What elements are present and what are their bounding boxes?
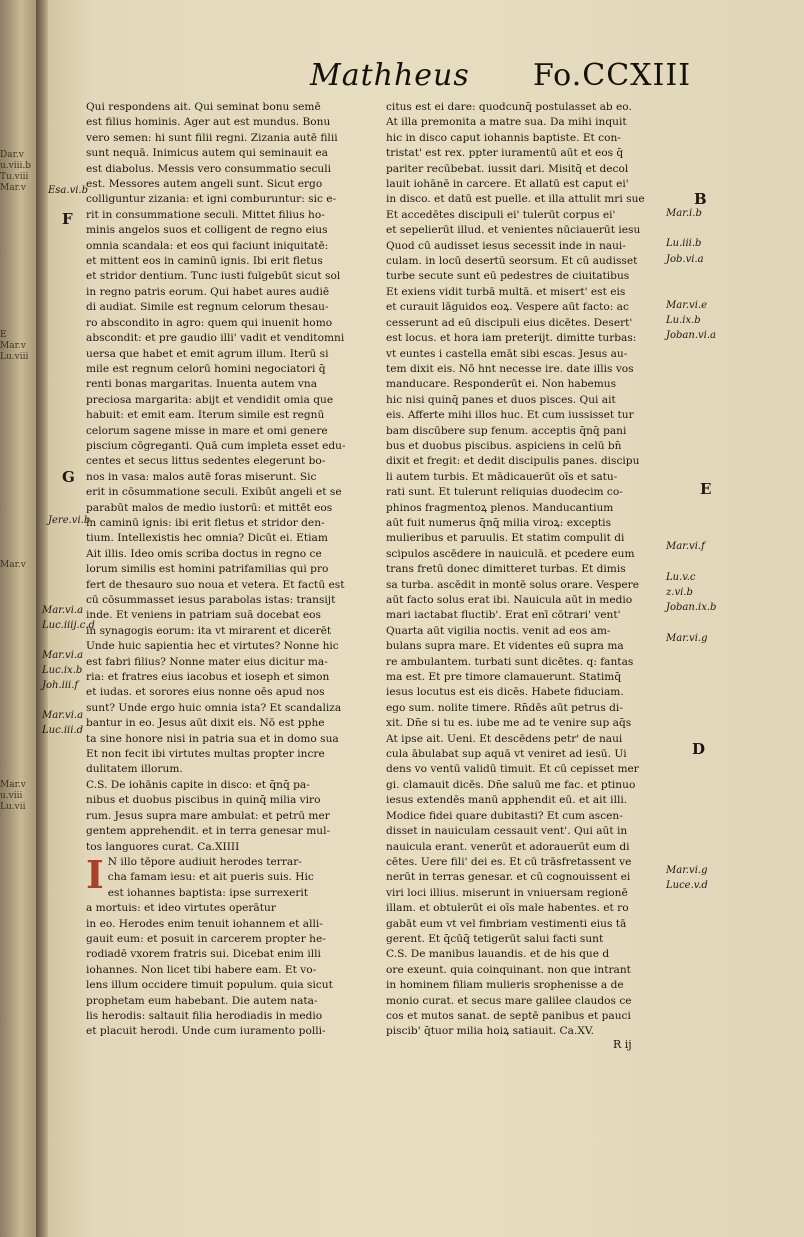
text-line: colliguntur zizania: et igni comburuntur: sic e- — [86, 193, 337, 206]
text-line: At ipse ait. Ueni. Et descēdens petr' de naui — [386, 732, 623, 745]
facing-page-fragment: Dar.v u.viii.b Tu.viii Mar.v — [0, 150, 31, 193]
text-line: Quod cū audisset iesus secessit inde in naui- — [386, 239, 626, 252]
text-line: gabāt eum vt vel fimbriam vestimenti eius tā — [386, 917, 627, 930]
text-line: prophetam eum habebant. Die autem nata- — [86, 994, 318, 1007]
text-line: bulans supra mare. Et videntes eū supra ma — [386, 640, 624, 653]
text-line: et iudas. et sorores eius nonne oēs apud nos — [86, 686, 325, 699]
text-line: rati sunt. Et tulerunt reliquias duodecim co- — [386, 486, 623, 499]
text-line: rit in consummatione seculi. Mittet filius ho- — [86, 208, 325, 221]
margin-note: Mar.vi.e — [666, 300, 708, 311]
text-line: tium. Intellexistis hec omnia? Dicūt ei. Etiam — [86, 532, 328, 545]
text-line: Unde huic sapientia hec et virtutes? Nonne hic — [86, 640, 339, 653]
text-line: lens illum occidere timuit populum. quia sicut — [86, 979, 333, 992]
text-line: disset in nauiculam cessauit vent'. Qui aūt in — [386, 825, 628, 838]
text-line: trans fretū donec dimitteret turbas. Et dimis — [386, 563, 626, 576]
text-column-right — [386, 100, 671, 1040]
text-line: scipulos ascēdere in nauiculā. et pcedere eum — [386, 547, 635, 560]
text-line: vero semen: hi sunt filii regni. Zizania autē filii — [86, 131, 338, 144]
text-line: iesus locutus est eis dicēs. Habete fiduciam. — [386, 686, 624, 699]
text-line: erit in cōsummatione seculi. Exibūt angeli et se — [86, 486, 342, 499]
text-line: hic nisi quinq̄ panes et duos pisces. Qui ait — [386, 393, 616, 406]
book-page — [42, 0, 804, 1237]
margin-note: Luce.v.d — [666, 880, 708, 891]
text-line: bus et duobus piscibus. aspiciens in celū bn̄ — [386, 439, 622, 452]
margin-note: Jere.vi.b — [48, 515, 91, 526]
text-line: ta sine honore nisi in patria sua et in domo sua — [86, 732, 339, 745]
text-line: piscium cōgreganti. Quā cum impleta esset edu- — [86, 439, 346, 452]
text-line: lauit iohānē in carcere. Et allatū est caput ei' — [386, 178, 629, 191]
text-line: est locus. et hora iam preterijt. dimitte turbas: — [386, 332, 637, 345]
text-line: in synagogis eorum: ita vt mirarent et dicerēt — [86, 624, 332, 637]
text-line: in eo. Herodes enim tenuit iohannem et alli- — [86, 917, 323, 930]
text-line: di audiat. Simile est regnum celorum thesau- — [86, 301, 329, 314]
text-line: renti bonas margaritas. Inuenta autem vna — [86, 378, 318, 391]
text-line: et stridor dentium. Tunc iusti fulgebūt sicut sol — [86, 270, 341, 283]
text-line: bam discūbere sup fenum. acceptis q̄nq̄ pani — [386, 424, 627, 437]
text-line: bantur in eo. Jesus aūt dixit eis. Nō est pphe — [86, 717, 325, 730]
text-line: abscondit: et pre gaudio illi' vadit et venditomni — [86, 332, 345, 345]
margin-letter: E — [700, 480, 712, 498]
text-line: piscib' q̄tuor milia hoiꝝ satiauit. Ca.XV. — [386, 1025, 595, 1038]
text-line: illam. et obtulerūt ei oīs male habentes. et ro — [386, 902, 629, 915]
text-line: uersa que habet et emit agrum illum. Iterū si — [86, 347, 329, 360]
margin-note: Mar.vi.f — [666, 541, 705, 552]
margin-note: Joh.iii.f — [42, 680, 79, 691]
text-line: inde. Et veniens in patriam suā docebat eos — [86, 609, 321, 622]
margin-note: Luc.iiij.c.d — [42, 620, 95, 631]
text-line: mari iactabat fluctib'. Erat enī cōtrari' vent' — [386, 609, 621, 622]
text-line: sa turba. ascēdit in montē solus orare. Vespere — [386, 578, 639, 591]
text-line: Et exiens vidit turbā multā. et misert' est eis — [386, 285, 626, 298]
text-line: tos languores curat. Ca.XIIII — [86, 840, 240, 853]
text-line: tristat' est rex. ppter iuramentū aūt et eos q̄ — [386, 147, 624, 160]
text-line: minis angelos suos et colligent de regno eius — [86, 224, 328, 237]
facing-page-edge — [0, 0, 38, 1237]
signature-mark: R ij — [613, 1038, 632, 1051]
illuminated-initial: I — [86, 851, 104, 897]
text-line: habuit: et emit eam. Iterum simile est regnū — [86, 409, 325, 422]
text-line: Modice fidei quare dubitasti? Et cum ascen- — [386, 809, 623, 822]
margin-note: Luc.iii.d — [42, 725, 84, 736]
margin-letter: B — [694, 190, 707, 208]
text-line: viri loci illius. miserunt in vniuersam regionē — [386, 886, 628, 899]
text-line: ria: et fratres eius iacobus et ioseph et simon — [86, 671, 330, 684]
text-line: sunt nequā. Inimicus autem qui seminauit ea — [86, 147, 328, 160]
folio-number: Fo.CCXIII — [533, 58, 692, 93]
text-line: gi. clamauit dicēs. Dn̄e saluū me fac. et ptinuo — [386, 778, 636, 791]
margin-note: Mar.vi.a — [42, 710, 84, 721]
text-line: rodiadē vxorem fratris sui. Dicebat enim illi — [86, 948, 321, 961]
text-line: ma est. Et pre timore clamauerunt. Statimq̄ — [386, 671, 622, 684]
text-line: et curauit lāguidos eoꝝ. Vespere aūt facto: ac — [386, 301, 629, 314]
text-line: xit. Dn̄e si tu es. iube me ad te venire sup aq̄s — [386, 717, 632, 730]
facing-page-fragment: Mar.v — [0, 560, 26, 570]
text-line: iohannes. Non licet tibi habere eam. Et vo- — [86, 963, 317, 976]
margin-note: Luc.ix.b — [42, 665, 83, 676]
text-line: cula ābulabat sup aquā vt veniret ad iesū. Ui — [386, 748, 627, 761]
text-line: gerent. Et q̄cūq̄ tetigerūt salui facti sunt — [386, 932, 604, 945]
text-line: dens vo ventū validū timuit. Et cū cepisset mer — [386, 763, 639, 776]
facing-page-fragment: Mar.v u.viii Lu.vii — [0, 780, 26, 812]
text-line: C.S. De iohānis capite in disco: et q̄nq̄ pa- — [86, 778, 310, 791]
text-line: omnia scandala: et eos qui faciunt iniquitatē: — [86, 239, 329, 252]
text-line: mile est regnum celorū homini negociatori q̄ — [86, 362, 326, 375]
text-line: et placuit herodi. Unde cum iuramento polli- — [86, 1025, 326, 1038]
margin-letter: G — [62, 468, 75, 486]
text-line: in hominem filiam mulieris srophenisse a de — [386, 979, 624, 992]
text-line: pariter recūbebat. iussit dari. Misitq̄ et decol — [386, 162, 629, 175]
text-line: nibus et duobus piscibus in quinq̄ milia viro — [86, 794, 321, 807]
text-line: preciosa margarita: abijt et vendidit omia que — [86, 393, 334, 406]
text-line: At illa premonita a matre sua. Da mihi inquit — [386, 116, 627, 129]
text-line: est filius hominis. Ager aut est mundus. Bonu — [86, 116, 331, 129]
text-line: cos et mutos sanat. de septē panibus et pauci — [386, 1009, 631, 1022]
text-line: Ait illis. Ideo omis scriba doctus in regno ce — [86, 547, 322, 560]
text-line: fert de thesauro suo noua et vetera. Et factū est — [86, 578, 345, 591]
text-line: ore exeunt. quia coinquinant. non que intrant — [386, 963, 631, 976]
text-line: dulitatem illorum. — [86, 763, 183, 776]
margin-note: Joban.vi.a — [666, 330, 716, 341]
text-line: Quarta aūt vigilia noctis. venit ad eos am- — [386, 624, 611, 637]
text-line: dixit et fregit: et dedit discipulis panes. discipu — [386, 455, 640, 468]
margin-note: Lu.ix.b — [666, 315, 701, 326]
text-line: aūt facto solus erat ibi. Nauicula aūt in medio — [386, 594, 633, 606]
margin-note: Lu.iii.b — [666, 238, 702, 249]
text-line: li autem turbis. Et mādicauerūt oīs et satu- — [386, 470, 618, 483]
text-line: parabūt malos de medio iustorū: et mittēt eos — [86, 501, 333, 514]
text-line: sunt? Unde ergo huic omnia ista? Et scandaliza — [86, 701, 342, 714]
text-line: cū cōsummasset iesus parabolas istas: transijt — [86, 594, 336, 606]
running-head-title: Mathheus — [310, 58, 470, 93]
text-line: in disco. et datū est puelle. et illa attulit mri sue — [386, 193, 645, 206]
margin-note: z.vi.b — [666, 587, 693, 598]
text-line: et mittent eos in caminū ignis. Ibi erit fletus — [86, 255, 323, 268]
text-line: est iohannes baptista: ipse surrexerit — [107, 886, 309, 899]
text-line: et sepelierūt illud. et venientes nūciauerūt iesu — [386, 224, 641, 237]
margin-note: Mar.i.b — [666, 208, 702, 219]
text-line: nauicula erant. venerūt et adorauerūt eum di — [386, 840, 630, 853]
text-line: cha famam iesu: et ait pueris suis. Hic — [107, 871, 314, 884]
margin-letter: D — [692, 740, 706, 758]
margin-note: Mar.vi.a — [42, 605, 84, 616]
text-column-left — [86, 100, 371, 1040]
text-line: est fabri filius? Nonne mater eius dicitur ma- — [86, 655, 328, 668]
text-line: a mortuis: et ideo virtutes operātur — [86, 902, 276, 915]
margin-note: Job.vi.a — [666, 254, 704, 265]
text-line: centes et secus littus sedentes elegerunt bo- — [86, 455, 326, 468]
text-line: hic in disco caput iohannis baptiste. Et con- — [386, 131, 621, 144]
text-line: in regno patris eorum. Qui habet aures audiē — [86, 285, 330, 298]
text-line: cesserunt ad eū discipuli eius dicētes. Desert' — [386, 316, 633, 329]
text-line: manducare. Responderūt ei. Non habemus — [386, 378, 617, 391]
text-line: phinos fragmentoꝝ plenos. Manducantium — [386, 501, 614, 514]
text-line: in caminū ignis: ibi erit fletus et stridor den- — [86, 516, 325, 529]
margin-note: Mar.vi.g — [666, 633, 708, 644]
text-line: citus est ei dare: quodcunq̄ postulasset ab eo. — [386, 101, 632, 113]
text-line: C.S. De manibus lauandis. et de his que d — [386, 948, 610, 961]
text-line: aūt fuit numerus q̄nq̄ milia viroꝝ: exceptis — [386, 516, 612, 529]
margin-letter: F — [62, 210, 73, 228]
text-line: ego sum. nolite timere. Rn̄dēs aūt petrus di- — [386, 701, 623, 714]
margin-note: Esa.vi.b — [48, 185, 88, 196]
margin-note: Mar.vi.a — [42, 650, 84, 661]
facing-page-fragment: E Mar.v Lu.viii — [0, 330, 29, 362]
text-line: turbe secute sunt eū pedestres de ciuitatibus — [386, 270, 630, 283]
text-line: N illo tēpore audiuit herodes terrar- — [107, 855, 302, 868]
text-line: vt euntes i castella emāt sibi escas. Jesus au- — [386, 347, 628, 360]
text-line: lorum similis est homini patrifamilias qui pro — [86, 563, 329, 576]
text-line: re ambulantem. turbati sunt dicētes. q: fantas — [386, 655, 634, 668]
text-line: gentem apprehendit. et in terra genesar mul- — [86, 825, 331, 838]
margin-note: Mar.vi.g — [666, 865, 708, 876]
text-line: gauit eum: et posuit in carcerem propter he- — [86, 932, 326, 945]
text-line: nerūt in terras genesar. et cū cognouissent ei — [386, 871, 631, 884]
text-line: est. Messores autem angeli sunt. Sicut ergo — [86, 178, 323, 191]
margin-note: Joban.ix.b — [666, 602, 717, 613]
text-line: eis. Afferte mihi illos huc. Et cum iussisset tur — [386, 409, 634, 422]
text-line: Et non fecit ibi virtutes multas propter incre — [86, 748, 325, 761]
text-line: monio curat. et secus mare galilee claudos ce — [386, 994, 632, 1007]
margin-note: Lu.v.c — [666, 572, 696, 583]
text-line: iesus extendēs manū apphendit eū. et ait illi. — [386, 794, 628, 807]
text-line: Et accedētes discipuli ei' tulerūt corpus ei' — [386, 208, 616, 221]
text-line: culam. in locū desertū seorsum. Et cū audisset — [386, 255, 638, 268]
text-line: rum. Jesus supra mare ambulat: et petrū mer — [86, 809, 330, 822]
text-line: mulieribus et paruulis. Et statim compulit di — [386, 532, 625, 545]
text-line: ro abscondito in agro: quem qui inuenit homo — [86, 316, 333, 329]
text-line: Qui respondens ait. Qui seminat bonu semē — [86, 101, 321, 113]
text-line: celorum sagene misse in mare et omi genere — [86, 424, 328, 437]
text-line: lis herodis: saltauit filia herodiadis in medio — [86, 1009, 323, 1022]
text-line: tem dixit eis. Nō hnt necesse ire. date illis vos — [386, 362, 634, 375]
text-line: cētes. Uere fili' dei es. Et cū trāsfretassent ve — [386, 855, 632, 868]
text-line: nos in vasa: malos autē foras miserunt. Sic — [86, 470, 317, 483]
text-line: est diabolus. Messis vero consummatio seculi — [86, 162, 332, 175]
